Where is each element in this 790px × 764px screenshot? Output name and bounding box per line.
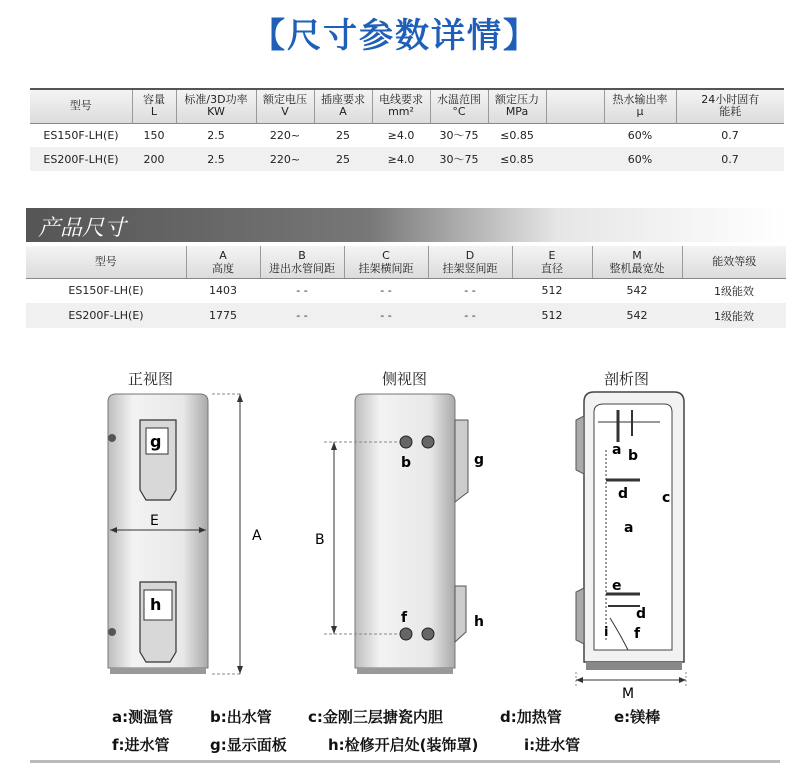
spec-header-cell — [546, 89, 604, 123]
bottom-divider — [30, 760, 780, 763]
table-cell: 1级能效 — [682, 303, 786, 328]
table-cell: ES150F-LH(E) — [68, 284, 144, 298]
table-cell: 512 — [541, 284, 563, 298]
dim-header-cell: E 直径 — [512, 246, 592, 278]
table-cell: ES150F-LH(E) — [43, 128, 119, 142]
table-cell: 30～75 — [430, 147, 488, 171]
side-cover-h — [455, 586, 466, 642]
spec-header-cell: 型号 — [30, 89, 132, 123]
dim-header-cell: 型号 — [26, 246, 186, 278]
table-row — [30, 123, 784, 147]
dim-header-cell: 能效等级 — [682, 246, 786, 278]
label-f-section: f — [634, 626, 641, 642]
front-view — [108, 394, 262, 674]
table-cell: 25 — [336, 128, 350, 142]
table-cell: 512 — [512, 303, 592, 328]
table-cell: ≥4.0 — [372, 147, 430, 171]
spec-header-cell: 容量 L — [132, 89, 176, 123]
label-b-dim: B — [315, 532, 325, 548]
label-g-side: g — [474, 452, 485, 468]
label-d-bottom: d — [636, 606, 647, 622]
outlet-pipe — [400, 436, 412, 448]
table-cell: ES200F-LH(E) — [30, 147, 132, 171]
legend-item: d:加热管 — [500, 708, 562, 726]
spec-table-header — [30, 89, 784, 123]
spec-table — [30, 88, 784, 171]
label-h-side: h — [474, 614, 484, 630]
table-cell: ≤0.85 — [500, 128, 534, 142]
diagrams-area — [0, 350, 790, 710]
label-f-side: f — [401, 610, 408, 626]
section-base — [586, 662, 682, 670]
side-view-title: 侧视图 — [382, 370, 428, 388]
label-e-section: e — [612, 578, 622, 594]
dim-header-cell: D 挂架竖间距 — [428, 246, 512, 278]
table-row — [30, 147, 784, 171]
dimension-table — [26, 246, 786, 328]
table-cell: 220~ — [256, 147, 314, 171]
dim-table-header — [26, 246, 786, 278]
table-cell: ≥4.0 — [387, 128, 415, 142]
table-row — [26, 303, 786, 328]
dim-header-cell: B 进出水管间距 — [260, 246, 344, 278]
spec-header-cell: 插座要求 A — [314, 89, 372, 123]
side-panel-g — [455, 420, 468, 502]
section-view — [576, 392, 686, 702]
legend-item: f:进水管 — [112, 736, 170, 754]
table-cell: 542 — [626, 284, 648, 298]
table-cell: 60% — [604, 147, 676, 171]
table-cell — [546, 147, 604, 171]
legend-item: c:金刚三层搪瓷内胆 — [308, 708, 443, 726]
legend-item: b:出水管 — [210, 708, 272, 726]
table-cell: 150 — [143, 128, 165, 142]
legend-item: i:进水管 — [524, 736, 581, 754]
table-cell: 60% — [627, 128, 653, 142]
table-cell — [546, 123, 604, 147]
label-b-side: b — [401, 455, 412, 471]
spec-header-cell: 热水输出率 μ — [604, 89, 676, 123]
spec-header-cell: 标准/3D功率 KW — [176, 89, 256, 123]
table-cell: 542 — [592, 303, 682, 328]
label-a-mid: a — [624, 520, 634, 536]
inlet-pipe — [422, 628, 434, 640]
front-bolt — [108, 434, 116, 442]
table-cell: 0.7 — [721, 128, 739, 142]
label-d-top: d — [618, 486, 629, 502]
spec-header-cell: 24小时固有 能耗 — [676, 89, 784, 123]
label-b-section: b — [628, 448, 639, 464]
section-banner — [26, 208, 786, 242]
table-cell: 2.5 — [207, 128, 225, 142]
legend-item: h:检修开启处(装饰罩) — [328, 736, 479, 754]
label-m-dim: M — [622, 686, 635, 702]
spec-header-cell: 额定电压 V — [256, 89, 314, 123]
table-cell: - - — [428, 303, 512, 328]
section-view-title: 剖析图 — [604, 370, 650, 388]
table-cell: 30～75 — [439, 129, 479, 143]
table-cell: - - — [380, 284, 392, 298]
table-cell: 2.5 — [176, 147, 256, 171]
dim-header-cell: C 挂架横间距 — [344, 246, 428, 278]
label-c-section: c — [662, 490, 671, 506]
table-cell: 220~ — [269, 128, 301, 142]
page-title: 【尺寸参数详情】 — [251, 16, 539, 56]
front-bolt — [108, 628, 116, 636]
table-cell: ≤0.85 — [488, 147, 546, 171]
label-i-section: i — [604, 625, 609, 640]
side-view — [315, 394, 484, 674]
outlet-pipe — [422, 436, 434, 448]
diagram-drawings — [0, 350, 790, 710]
table-cell: ES200F-LH(E) — [26, 303, 186, 328]
dim-header-cell: M 整机最宽处 — [592, 246, 682, 278]
legend-item: g:显示面板 — [210, 736, 287, 754]
legend-item: e:镁棒 — [614, 708, 661, 726]
inlet-pipe — [400, 628, 412, 640]
table-cell: 0.7 — [676, 147, 784, 171]
table-cell: - - — [296, 284, 308, 298]
table-cell: 200 — [132, 147, 176, 171]
label-h-front: h — [150, 595, 162, 614]
section-title: 产品尺寸 — [38, 216, 127, 241]
legend-item: a:测温管 — [112, 708, 174, 726]
table-cell: 25 — [314, 147, 372, 171]
table-cell: 1403 — [209, 284, 237, 298]
table-cell: 1775 — [186, 303, 260, 328]
spec-header-cell: 电线要求 mm² — [372, 89, 430, 123]
label-a-top: a — [612, 442, 622, 458]
table-cell: - - — [464, 284, 476, 298]
table-cell: - - — [260, 303, 344, 328]
spec-header-cell: 额定压力 MPa — [488, 89, 546, 123]
label-g-front: g — [150, 432, 162, 451]
label-a-dim: A — [252, 528, 262, 544]
label-e-dim: E — [150, 513, 159, 529]
front-base — [110, 668, 206, 674]
dim-header-cell: A 高度 — [186, 246, 260, 278]
table-cell: - - — [344, 303, 428, 328]
front-view-title: 正视图 — [128, 370, 174, 388]
table-cell: 1级能效 — [714, 284, 754, 298]
table-row — [26, 278, 786, 303]
spec-header-cell: 水温范围 °C — [430, 89, 488, 123]
